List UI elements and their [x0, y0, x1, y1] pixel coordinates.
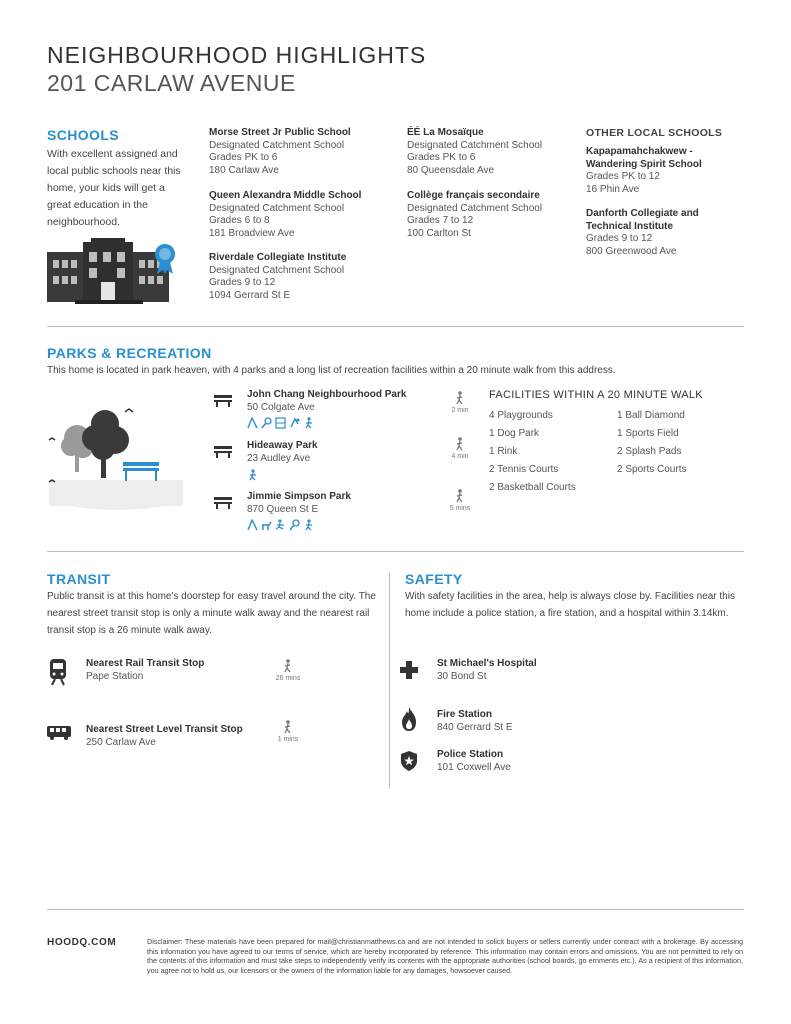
- bus-icon: [46, 725, 72, 741]
- walking-person-icon: [455, 437, 465, 451]
- park-jimmie-simpson: Jimmie Simpson Park 870 Queen St E: [247, 491, 351, 515]
- facility-item: 2 Tennis Courts: [489, 464, 559, 475]
- court-icon: [275, 416, 286, 428]
- park-amenity-icons: [247, 518, 314, 530]
- divider-schools: [47, 326, 744, 327]
- street-transit-stop: Nearest Street Level Transit Stop 250 Carlaw Ave: [86, 724, 243, 748]
- police-badge-icon: [400, 750, 418, 772]
- school-queen-alexandra: Queen Alexandra Middle School Designated Catchment School Grades 6 to 8 181 Broadview Ave: [209, 190, 362, 239]
- rink-icon: [275, 518, 286, 530]
- school-kapapamahchakwew: Kapapamahchakwew - Wandering Spirit School Grades PK to 12 16 Phin Ave: [586, 146, 702, 195]
- parks-intro: This home is located in park heaven, with 4 parks and a long list of recreation facilities within a 20 minute walk from this address.: [47, 365, 616, 376]
- safety-intro: With safety facilities in the area, help is always close by. Facilities near this home include a police station, a fire station, and a hospital within 3.14km.: [405, 591, 735, 619]
- divider-footer: [47, 909, 744, 910]
- parks-heading: PARKS & RECREATION: [47, 345, 212, 361]
- facility-item: 1 Ball Diamond: [617, 410, 685, 421]
- walk-time-hideaway: 4 min: [445, 437, 475, 460]
- park-trees-icon: [47, 398, 187, 510]
- divider-parks: [47, 551, 744, 552]
- safety-heading: SAFETY: [405, 571, 463, 587]
- safety-hospital: St Michael's Hospital 30 Bond St: [437, 658, 537, 682]
- walk-time-john-chang: 2 min: [445, 391, 475, 414]
- school-building-icon: [47, 238, 182, 308]
- park-hideaway: Hideaway Park 23 Audley Ave: [247, 440, 318, 464]
- tennis-icon: [289, 518, 300, 530]
- other-schools-heading: OTHER LOCAL SCHOOLS: [586, 127, 723, 139]
- facility-item: 1 Sports Field: [617, 428, 679, 439]
- hoodq-brand[interactable]: HOODQ.COM: [47, 937, 117, 948]
- playground-icon: [247, 416, 258, 428]
- disclaimer-text: Disclaimer: These materials have been prepared for mail@christianmatthews.ca and are not intended to solicit buyers or sellers currently under contract with a brokerage. By accessing this information you have agreed to our terms of service, which are hereby incorporated by reference. This information may contain errors and omissions. You are not permitted to rely on the contents of this information and must take steps to independently verify its contents with the appropriate authorities (school boards, go ernments etc.). As a recipient of this information, you agree not to hold us, our licensors or the owners of the information liable for any damages, howsoever caused.: [147, 937, 743, 975]
- park-amenity-icons: [247, 416, 314, 428]
- school-la-mosaique: ÉÉ La Mosaïque Designated Catchment School Grades PK to 6 80 Queensdale Ave: [407, 127, 543, 176]
- playground-icon: [247, 518, 258, 530]
- train-icon: [48, 658, 68, 686]
- safety-police-station: Police Station 101 Coxwell Ave: [437, 749, 511, 773]
- park-john-chang: John Chang Neighbourhood Park 50 Colgate Ave: [247, 389, 407, 413]
- walk-time-jimmie-simpson: 5 mins: [445, 489, 475, 512]
- sports-icon: [303, 518, 314, 530]
- facilities-heading: FACILITIES WITHIN A 20 MINUTE WALK: [489, 389, 703, 401]
- facility-item: 2 Sports Courts: [617, 464, 687, 475]
- bench-icon: [214, 444, 232, 458]
- page-address: 201 CARLAW AVENUE: [47, 70, 296, 96]
- safety-fire-station: Fire Station 840 Gerrard St E: [437, 709, 513, 733]
- transit-heading: TRANSIT: [47, 571, 111, 587]
- facility-item: 4 Playgrounds: [489, 410, 553, 421]
- park-amenity-icons: [247, 468, 258, 480]
- rail-transit-stop: Nearest Rail Transit Stop Pape Station: [86, 658, 205, 682]
- walk-time-street: 1 mins: [273, 720, 303, 743]
- walking-person-icon: [455, 489, 465, 503]
- facilities-left-list: [489, 407, 576, 497]
- sports-icon: [247, 468, 258, 480]
- transit-intro: Public transit is at this home's doorstep for easy travel around the city. The nearest street transit stop is only a minute walk away and the nearest rail transit stop is a 26 minute walk away.: [47, 591, 376, 636]
- splash-pad-icon: [289, 416, 300, 428]
- facilities-right-list: [617, 407, 686, 479]
- divider-vertical: [389, 573, 390, 789]
- page-title: NEIGHBOURHOOD HIGHLIGHTS: [47, 42, 427, 68]
- facility-item: 2 Basketball Courts: [489, 482, 576, 493]
- dog-park-icon: [261, 518, 272, 530]
- schools-intro: With excellent assigned and local public schools near this home, your kids will get a great education in the neighbourhood.: [47, 148, 181, 228]
- schools-heading: SCHOOLS: [47, 127, 120, 143]
- facility-item: 2 Splash Pads: [617, 446, 682, 457]
- school-college-francais: Collège français secondaire Designated Catchment School Grades 7 to 12 100 Carlton St: [407, 190, 543, 239]
- walk-time-rail: 26 mins: [273, 659, 303, 682]
- bench-icon: [214, 393, 232, 407]
- bench-icon: [214, 495, 232, 509]
- walking-person-icon: [283, 659, 293, 673]
- walking-person-icon: [283, 720, 293, 734]
- walking-person-icon: [455, 391, 465, 405]
- school-riverdale-collegiate: Riverdale Collegiate Institute Designated Catchment School Grades 9 to 12 1094 Gerrard St E: [209, 252, 347, 301]
- school-danforth-collegiate: Danforth Collegiate and Technical Institute Grades 9 to 12 800 Greenwood Ave: [586, 208, 699, 257]
- tennis-icon: [261, 416, 272, 428]
- school-morse-street: Morse Street Jr Public School Designated Catchment School Grades PK to 6 180 Carlaw Ave: [209, 127, 351, 176]
- facility-item: 1 Rink: [489, 446, 518, 457]
- fire-flame-icon: [401, 706, 417, 732]
- hospital-cross-icon: [399, 660, 419, 680]
- facility-item: 1 Dog Park: [489, 428, 540, 439]
- sports-icon: [303, 416, 314, 428]
